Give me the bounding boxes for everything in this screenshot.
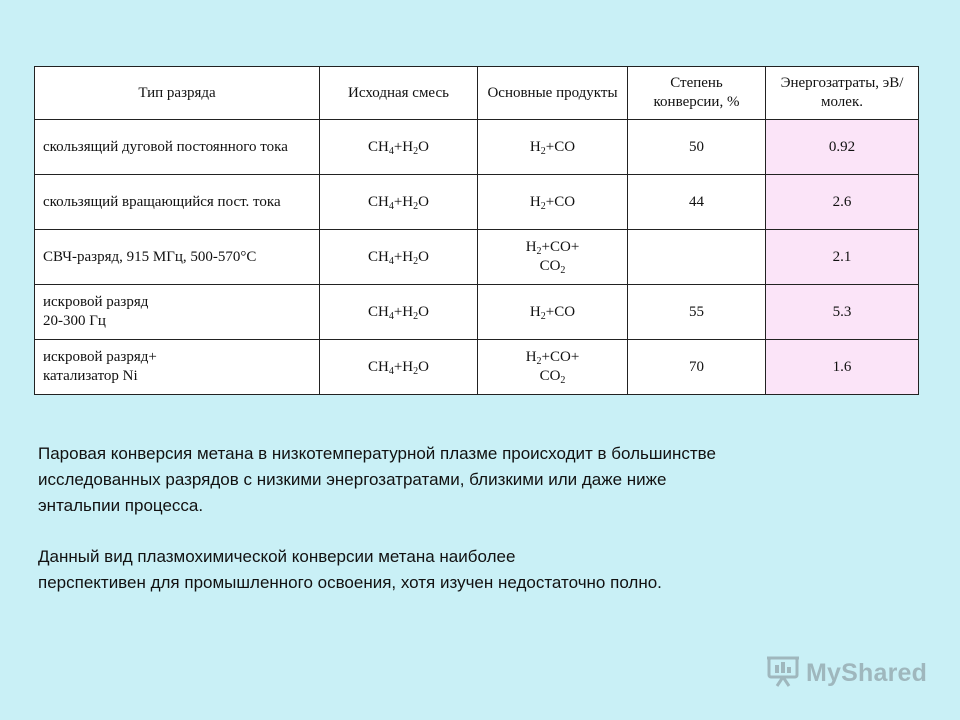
cell-discharge-type: скользящий дуговой постоянного тока	[35, 120, 320, 175]
cell-initial-mixture	[320, 285, 478, 340]
formula-subscript: 2	[413, 365, 419, 377]
presentation-board-icon	[766, 654, 800, 693]
formula-text: +H	[393, 358, 414, 375]
watermark-text: MyShared	[806, 658, 928, 687]
formula-text: CO	[539, 258, 561, 274]
table-header-row	[35, 67, 919, 120]
cell-discharge-type: искровой разряд+ катализатор Ni	[35, 340, 320, 395]
table-row	[35, 175, 919, 230]
formula-text: CH	[368, 358, 389, 375]
cell-main-products	[478, 340, 628, 395]
paragraph-steam-conversion	[38, 441, 908, 519]
paragraph-line: Данный вид плазмохимической конверсии метана наиболее	[38, 547, 516, 566]
formula-text: O	[418, 248, 429, 265]
cell-main-products	[478, 230, 628, 285]
formula-subscript: 2	[413, 255, 419, 267]
formula-subscript: 4	[388, 145, 394, 157]
formula-subscript: 4	[388, 200, 394, 212]
formula-subscript: 2	[560, 375, 566, 386]
formula-text: +CO	[545, 193, 576, 210]
cell-energy-cost: 5.3	[766, 285, 919, 340]
formula-text: H	[529, 303, 541, 320]
paragraph-line: Паровая конверсия метана в низкотемпературной плазме происходит в большинстве	[38, 444, 716, 463]
cell-conversion-degree: 50	[628, 120, 766, 175]
formula-text: O	[418, 193, 429, 210]
formula-text: +CO+	[541, 239, 580, 255]
formula-subscript: 2	[413, 145, 419, 157]
table-row	[35, 120, 919, 175]
paragraph-prospects	[38, 544, 908, 596]
cell-discharge-type: искровой разряд 20-300 Гц	[35, 285, 320, 340]
cell-conversion-degree: 70	[628, 340, 766, 395]
cell-conversion-degree: 55	[628, 285, 766, 340]
paragraph-line: исследованных разрядов с низкими энергозатратами, близкими или даже ниже	[38, 470, 667, 489]
formula-text: +H	[393, 193, 414, 210]
header-conversion-degree: Степень конверсии, %	[628, 67, 766, 120]
cell-energy-cost: 2.6	[766, 175, 919, 230]
header-energy-cost: Энергозатраты, эВ/молек.	[766, 67, 919, 120]
formula-text: +CO	[545, 138, 576, 155]
cell-main-products	[478, 175, 628, 230]
formula-subscript: 2	[560, 265, 566, 276]
cell-discharge-type: скользящий вращающийся пост. тока	[35, 175, 320, 230]
formula-subscript: 2	[413, 310, 419, 322]
cell-conversion-degree	[628, 230, 766, 285]
formula-text: CH	[368, 193, 389, 210]
formula-subscript: 2	[413, 200, 419, 212]
formula-text: +CO	[545, 303, 576, 320]
formula-text: CH	[368, 248, 389, 265]
header-discharge-type: Тип разряда	[35, 67, 320, 120]
table-row	[35, 340, 919, 395]
formula-text: H	[529, 193, 541, 210]
cell-main-products	[478, 285, 628, 340]
formula-text: O	[418, 138, 429, 155]
formula-text: CH	[368, 303, 389, 320]
paragraph-line: перспективен для промышленного освоения, хотя изучен недостаточно полно.	[38, 573, 662, 592]
table-row	[35, 230, 919, 285]
formula-subscript: 2	[540, 200, 546, 212]
formula-text: CO	[539, 368, 561, 384]
formula-text: O	[418, 303, 429, 320]
table-row	[35, 285, 919, 340]
formula-subscript: 2	[540, 310, 546, 322]
formula-text: H	[525, 239, 537, 255]
cell-initial-mixture	[320, 120, 478, 175]
formula-text: O	[418, 358, 429, 375]
cell-energy-cost: 2.1	[766, 230, 919, 285]
formula-text: +H	[393, 138, 414, 155]
myshared-watermark	[766, 655, 927, 691]
header-initial-mixture: Исходная смесь	[320, 67, 478, 120]
formula-subscript: 4	[388, 310, 394, 322]
formula-text: +CO+	[541, 349, 580, 365]
formula-subscript: 2	[536, 246, 542, 257]
formula-text: +H	[393, 303, 414, 320]
formula-subscript: 4	[388, 255, 394, 267]
cell-initial-mixture	[320, 340, 478, 395]
header-main-products: Основные продукты	[478, 67, 628, 120]
cell-energy-cost: 0.92	[766, 120, 919, 175]
cell-initial-mixture	[320, 230, 478, 285]
formula-text: CH	[368, 138, 389, 155]
table-body	[35, 120, 919, 395]
cell-initial-mixture	[320, 175, 478, 230]
cell-discharge-type: СВЧ-разряд, 915 МГц, 500-570°С	[35, 230, 320, 285]
cell-energy-cost: 1.6	[766, 340, 919, 395]
formula-text: H	[529, 138, 541, 155]
formula-text: +H	[393, 248, 414, 265]
cell-conversion-degree: 44	[628, 175, 766, 230]
cell-main-products	[478, 120, 628, 175]
methane-conversion-table	[34, 66, 919, 395]
formula-subscript: 4	[388, 365, 394, 377]
formula-subscript: 2	[536, 356, 542, 367]
paragraph-line: энтальпии процесса.	[38, 496, 204, 515]
formula-subscript: 2	[540, 145, 546, 157]
formula-text: H	[525, 349, 537, 365]
